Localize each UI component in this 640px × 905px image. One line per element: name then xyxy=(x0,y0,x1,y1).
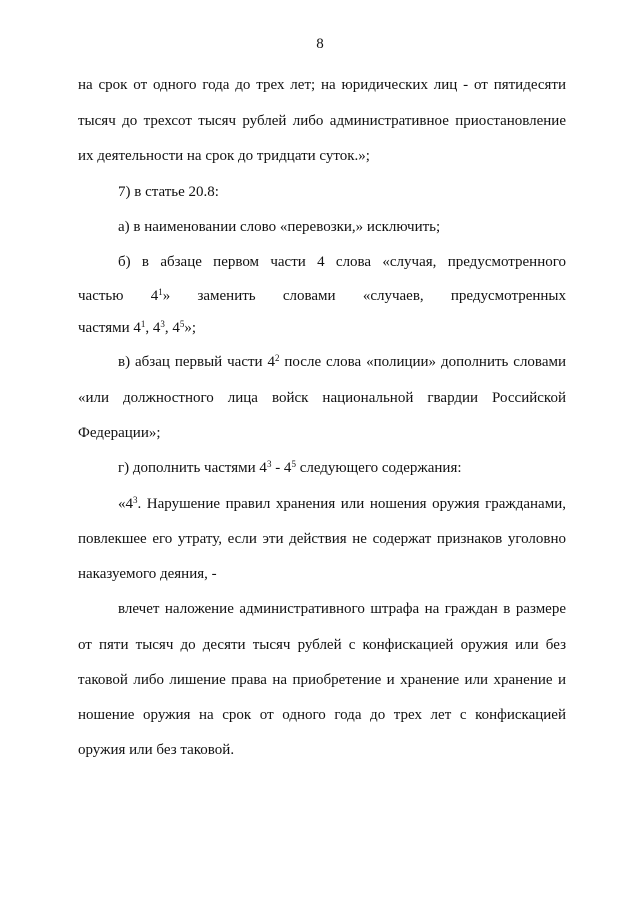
text-line: Федерации»; xyxy=(78,425,161,441)
text-line: на срок от одного года до трех лет; на юридических лиц - от пятидесяти xyxy=(78,77,566,93)
superscript: 5 xyxy=(291,459,296,469)
paragraph-item-7: 7) в статье 20.8: xyxy=(118,184,219,200)
text-fragment: » xyxy=(162,288,171,304)
text-fragment: - 4 xyxy=(271,460,292,476)
paragraph-item-v xyxy=(78,353,566,371)
text-line: их деятельности на срок до тридцати суток.»; xyxy=(78,148,370,164)
superscript: 1 xyxy=(140,319,146,329)
text-line: повлекшее его утрату, если эти действия не содержат признаков уголовно xyxy=(78,531,566,547)
text-fragment: , 4 xyxy=(164,320,180,336)
superscript: 3 xyxy=(160,319,165,329)
page-number: 8 xyxy=(316,36,324,52)
superscript: 3 xyxy=(133,495,138,505)
text-line xyxy=(78,287,566,305)
text-line: тысяч до трехсот тысяч рублей либо административное приостановление xyxy=(78,113,566,129)
text-line xyxy=(78,319,566,337)
text-line: ношение оружия на срок от одного года до трех лет с конфискацией xyxy=(78,707,566,723)
paragraph-item-g xyxy=(78,459,566,477)
text-fragment: г) дополнить частями 4 xyxy=(118,460,267,476)
text-fragment: »; xyxy=(184,320,197,336)
text-line: оружия или без таковой. xyxy=(78,742,235,758)
paragraph-item-a: а) в наименовании слово «перевозки,» исключить; xyxy=(118,219,441,235)
superscript: 3 xyxy=(266,459,272,469)
text-fragment: в) абзац первый части 4 xyxy=(118,354,275,370)
text-word xyxy=(151,287,171,305)
text-line: «или должностного лица войск национальной гвардии Российской xyxy=(78,390,566,406)
text-word: предусмотренных xyxy=(450,288,566,304)
text-line: таковой либо лишение права на приобретение и хранение или хранение и xyxy=(78,672,566,688)
paragraph-item-b: б) в абзаце первом части 4 слова «случая, предусмотренного xyxy=(118,254,566,270)
text-line: от пяти тысяч до десяти тысяч рублей с конфискацией оружия или без xyxy=(78,637,566,653)
superscript: 5 xyxy=(179,319,185,329)
text-word: частью xyxy=(78,288,124,304)
text-fragment: следующего содержания: xyxy=(295,460,462,476)
text-fragment: частями 4 xyxy=(78,320,141,336)
superscript: 1 xyxy=(158,287,163,297)
text-word: заменить xyxy=(197,288,256,304)
text-fragment: . Нарушение правил хранения или ношения оружия гражданами, xyxy=(137,496,566,512)
text-fragment: «4 xyxy=(118,496,133,512)
text-fragment: 4 xyxy=(150,288,159,304)
text-line: наказуемого деяния, - xyxy=(78,566,217,582)
superscript: 2 xyxy=(274,353,280,363)
text-word: «случаев, xyxy=(362,288,424,304)
paragraph-part-4-3 xyxy=(78,495,566,513)
text-word: словами xyxy=(282,288,336,304)
text-fragment: после слова «полиции» дополнить словами xyxy=(279,354,566,370)
paragraph-sanction: влечет наложение административного штрафа на граждан в размере xyxy=(118,601,566,617)
text-fragment: , 4 xyxy=(145,320,161,336)
